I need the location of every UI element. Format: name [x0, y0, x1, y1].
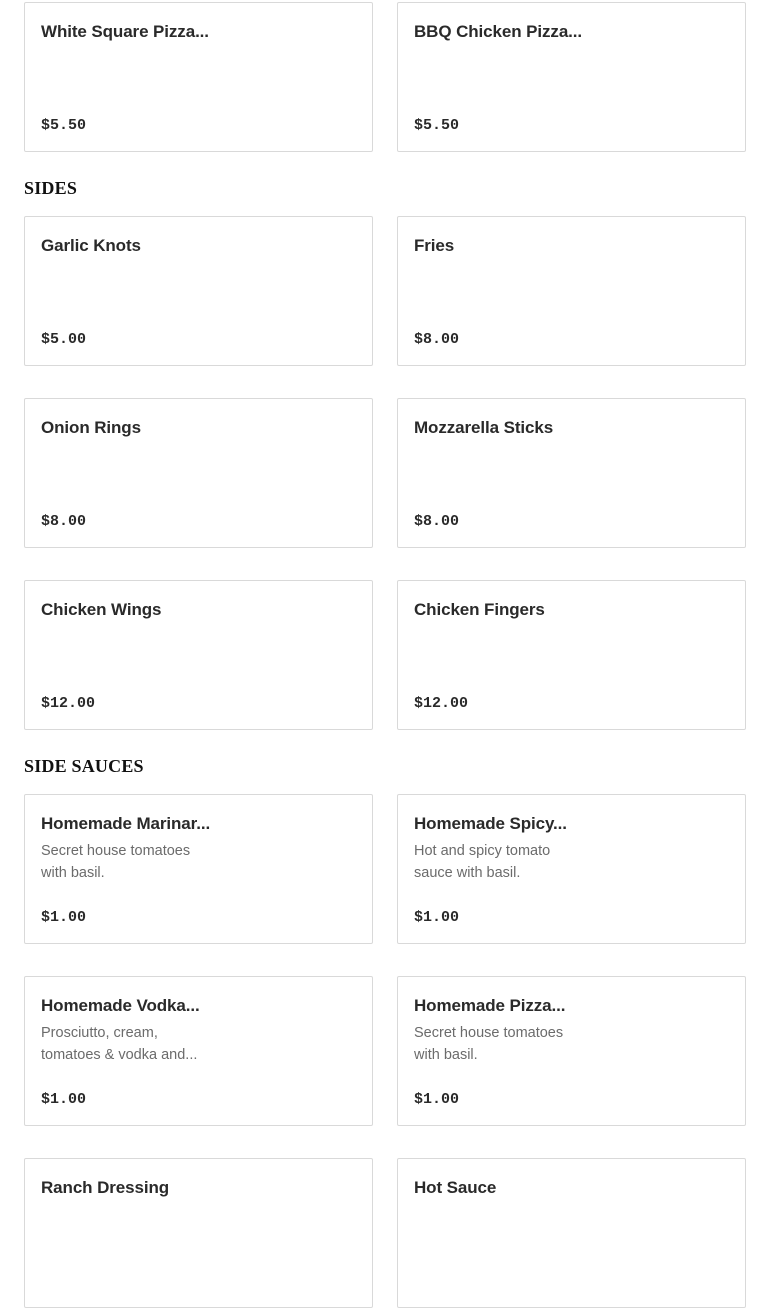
menu-item-name: Hot Sauce	[414, 1178, 497, 1197]
menu-item-card-hot-sauce[interactable]	[397, 1158, 746, 1308]
menu-item-grid	[24, 794, 746, 1308]
menu-item-card-fries[interactable]	[397, 216, 746, 366]
menu-item-card-ranch-dressing[interactable]	[24, 1158, 373, 1308]
section-title: SIDE SAUCES	[24, 756, 144, 776]
menu-item-name: Fries	[414, 236, 455, 255]
menu-item-name: Mozzarella Sticks	[414, 418, 554, 437]
menu-item-name: Onion Rings	[41, 418, 141, 437]
menu-item-card-homemade-marinar[interactable]	[24, 794, 373, 944]
menu-section	[24, 2, 746, 152]
menu-section	[24, 755, 746, 1308]
menu-item-price: $1.00	[41, 1091, 87, 1108]
menu-item-name: Chicken Fingers	[414, 600, 545, 619]
menu-item-grid	[24, 2, 746, 152]
menu-item-name: BBQ Chicken Pizza...	[414, 22, 583, 41]
menu-item-card-bbq-chicken-pizza[interactable]	[397, 2, 746, 152]
menu-item-price: $8.00	[414, 331, 460, 348]
menu-item-price: $1.00	[41, 909, 87, 926]
menu-item-price: $5.50	[414, 117, 460, 134]
menu-item-price: $5.00	[41, 331, 87, 348]
menu-item-price: $8.00	[414, 513, 460, 530]
menu-item-card-homemade-vodka[interactable]	[24, 976, 373, 1126]
menu-item-name: Garlic Knots	[41, 236, 141, 255]
menu-item-price: $1.00	[414, 1091, 460, 1108]
menu-item-name: White Square Pizza...	[41, 22, 209, 41]
menu-item-description: Prosciutto, cream, tomatoes & vodka and...	[41, 1025, 198, 1063]
menu-item-name: Chicken Wings	[41, 600, 162, 619]
menu-item-price: $12.00	[41, 695, 96, 712]
menu-item-grid	[24, 216, 746, 730]
section-title: SIDES	[24, 178, 78, 198]
menu-item-description: Secret house tomatoes with basil.	[414, 1025, 564, 1063]
menu-item-card-garlic-knots[interactable]	[24, 216, 373, 366]
menu-item-price: $5.50	[41, 117, 87, 134]
menu-item-card-chicken-fingers[interactable]	[397, 580, 746, 730]
menu-item-name: Homemade Spicy...	[414, 814, 567, 833]
menu-item-card-chicken-wings[interactable]	[24, 580, 373, 730]
menu-item-price: $12.00	[414, 695, 469, 712]
menu-item-card-onion-rings[interactable]	[24, 398, 373, 548]
menu-list	[24, 2, 746, 1308]
menu-item-price: $8.00	[41, 513, 87, 530]
menu-item-name: Ranch Dressing	[41, 1178, 170, 1197]
menu-item-card-homemade-spicy[interactable]	[397, 794, 746, 944]
menu-item-description: Hot and spicy tomato sauce with basil.	[414, 843, 551, 881]
menu-section	[24, 177, 746, 730]
menu-item-name: Homemade Marinar...	[41, 814, 211, 833]
menu-item-card-mozzarella-sticks[interactable]	[397, 398, 746, 548]
menu-item-card-white-square-pizza[interactable]	[24, 2, 373, 152]
menu-item-card-homemade-pizza[interactable]	[397, 976, 746, 1126]
menu-item-name: Homemade Vodka...	[41, 996, 200, 1015]
menu-item-description: Secret house tomatoes with basil.	[41, 843, 191, 881]
menu-item-name: Homemade Pizza...	[414, 996, 566, 1015]
menu-item-price: $1.00	[414, 909, 460, 926]
